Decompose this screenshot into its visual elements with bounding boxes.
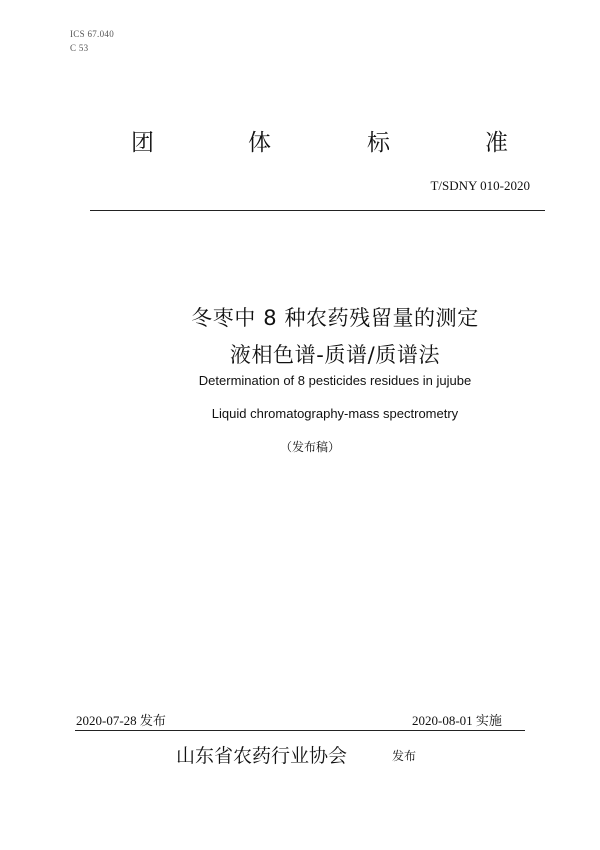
title-en-line-1: Determination of 8 pesticides residues in jujube [198,373,472,388]
implementation-date: 2020-08-01 实施 [412,713,502,728]
standard-number: T/SDNY 010-2020 [430,178,530,193]
publisher-suffix: 发布 [392,749,417,763]
title-en-line-2: Liquid chromatography-mass spectrometry [211,406,459,421]
standard-type-char-1: 团 [131,130,154,156]
standard-type-char-2: 体 [248,130,271,156]
publisher-name: 山东省农药行业协会 [176,745,348,767]
title-zh-line-1: 冬枣中 8 种农药残留量的测定 [191,306,479,330]
ccs-code: C 53 [70,43,89,53]
ics-code: ICS 67.040 [70,29,115,39]
standard-type-char-3: 标 [367,130,390,156]
top-divider [90,210,545,211]
bottom-divider [75,730,525,731]
standard-type-char-4: 准 [485,130,508,156]
draft-status-label: （发布稿） [279,440,340,454]
title-zh-line-2: 液相色谱-质谱/质谱法 [229,343,441,367]
issue-date: 2020-07-28 发布 [76,713,166,728]
